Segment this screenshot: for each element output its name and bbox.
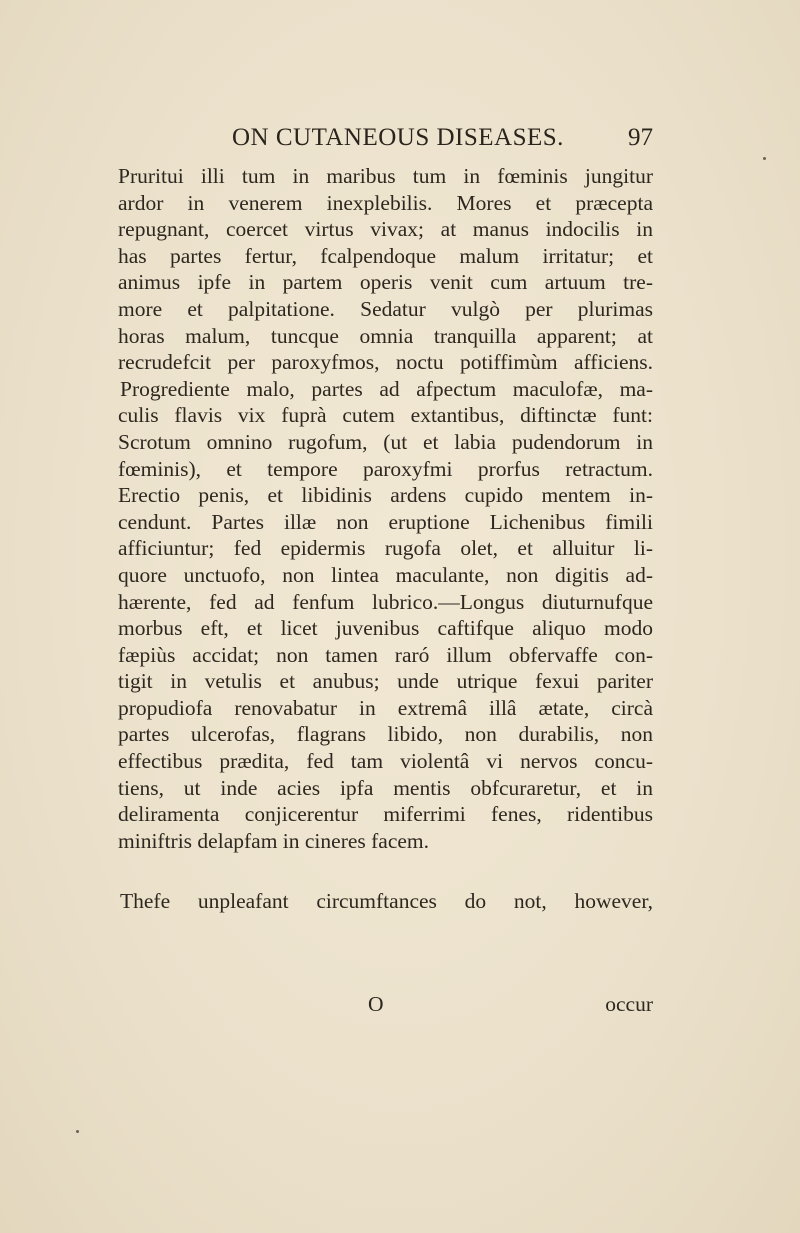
text-line: effectibus prædita, fed tam violentâ vi nervos concu-: [118, 749, 653, 774]
text-line: morbus eft, et licet juvenibus caftifque aliquo modo: [118, 616, 653, 641]
text-line: afficiuntur; fed epidermis rugofa olet, et alluitur li-: [118, 536, 653, 561]
page-number: 97: [628, 124, 653, 151]
text-line: tiens, ut inde acies ipfa mentis obfcuraretur, et in: [118, 775, 653, 800]
text-line: fœminis), et tempore paroxyfmi prorfus retractum.: [118, 456, 653, 481]
text-line: fæpiùs accidat; non tamen raró illum obfervaffe con-: [118, 642, 653, 667]
text-line: deliramenta conjicerentur miferrimi fenes, ridentibus: [118, 802, 653, 827]
paper-speck: [76, 1130, 79, 1133]
paragraph-gap: [118, 854, 653, 888]
text-line: animus ipfe in partem operis venit cum artuum tre-: [118, 270, 653, 295]
text-line: tigit in vetulis et anubus; unde utrique fexui pariter: [118, 669, 653, 694]
text-line: Pruritui illi tum in maribus tum in fœminis jungitur: [118, 164, 653, 188]
text-line: Scrotum omnino rugofum, (ut et labia pudendorum in: [118, 429, 653, 454]
body-text: [118, 163, 653, 915]
page-header: [118, 122, 653, 156]
signature-mark: O: [368, 992, 384, 1016]
text-line: partes ulcerofas, flagrans libido, non durabilis, non: [118, 722, 653, 747]
running-head: ON CUTANEOUS DISEASES.: [232, 124, 564, 151]
text-line: miniftris delapfam in cineres facem.: [118, 828, 430, 853]
text-line: quore unctuofo, non lintea maculante, non digitis ad-: [118, 562, 653, 587]
paper-speck: [763, 157, 766, 160]
text-line: repugnant, coercet virtus vivax; at manus indocilis in: [118, 217, 653, 242]
text-line: recrudefcit per paroxyfmos, noctu potiffimùm afficiens.: [118, 350, 653, 375]
text-line: hærente, fed ad fenfum lubrico.—Longus diuturnufque: [118, 589, 653, 614]
text-line: Progrediente malo, partes ad afpectum maculofæ, ma-: [120, 376, 653, 401]
text-line: has partes fertur, fcalpendoque malum irritatur; et: [118, 243, 653, 268]
page-footer: [118, 992, 653, 1020]
text-line: more et palpitatione. Sedatur vulgò per plurimas: [118, 296, 653, 321]
text-line: Erectio penis, et libidinis ardens cupido mentem in-: [118, 483, 653, 508]
text-line: ardor in venerem inexplebilis. Mores et præcepta: [118, 190, 653, 215]
text-line: culis flavis vix fuprà cutem extantibus, diftinctæ funt:: [118, 403, 653, 428]
text-line: propudiofa renovabatur in extremâ illâ ætate, circà: [118, 695, 653, 720]
catchword: occur: [605, 992, 653, 1016]
text-line-final: Thefe unpleafant circumftances do not, however,: [120, 889, 653, 914]
text-line: horas malum, tuncque omnia tranquilla apparent; at: [118, 323, 653, 348]
text-line: cendunt. Partes illæ non eruptione Lichenibus fimili: [118, 509, 653, 534]
